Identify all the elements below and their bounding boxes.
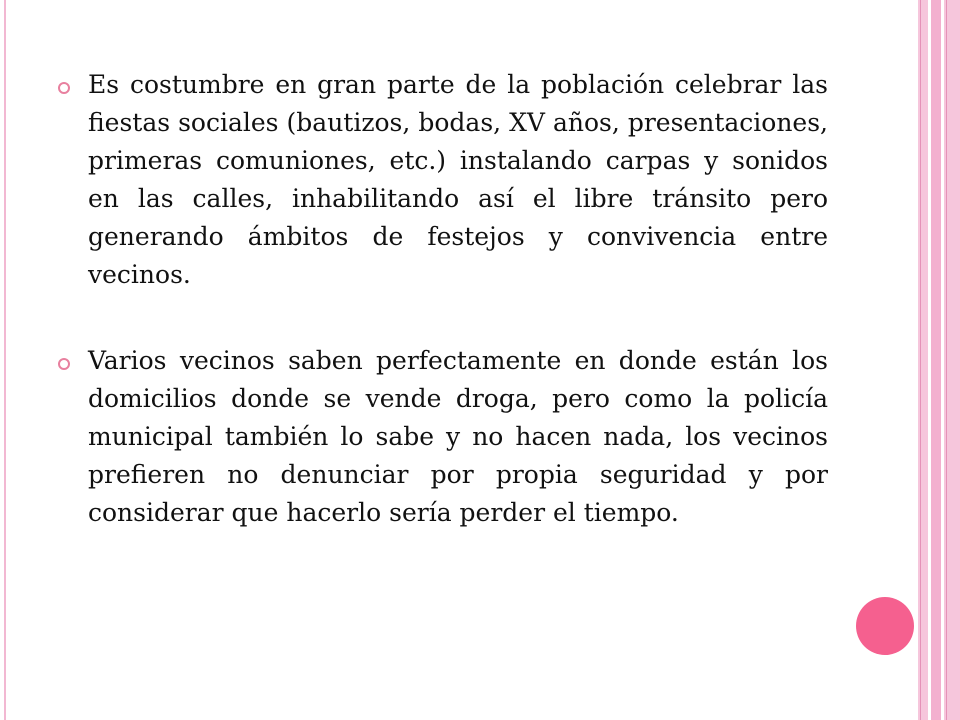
bullet-item-1 bbox=[58, 66, 828, 294]
bullet-item-2 bbox=[58, 342, 828, 532]
circle-bullet-icon bbox=[58, 82, 70, 94]
right-stripe-edge bbox=[946, 0, 947, 720]
right-stripe-edge bbox=[920, 0, 921, 720]
left-frame-line bbox=[4, 0, 6, 720]
bullet-list bbox=[58, 66, 828, 580]
bullet-text: Es costumbre en gran parte de la población celebrar las fiestas sociales (bautizos, bodas, XV años, presentaciones, primeras comuniones, etc.) instalando carpas y sonidos en las calles, inhabilitando así el libre tránsito pero generando ámbitos de festejos y convivencia entre vecinos. bbox=[88, 70, 828, 289]
right-stripe bbox=[931, 0, 941, 720]
decorative-circle bbox=[856, 597, 914, 655]
bullet-text: Varios vecinos saben perfectamente en donde están los domicilios donde se vende droga, pero como la policía municipal también lo sabe y no hacen nada, los vecinos prefieren no denunciar por propia seguridad y por considerar que hacerlo sería perder el tiempo. bbox=[88, 346, 828, 527]
circle-bullet-icon bbox=[58, 358, 70, 370]
